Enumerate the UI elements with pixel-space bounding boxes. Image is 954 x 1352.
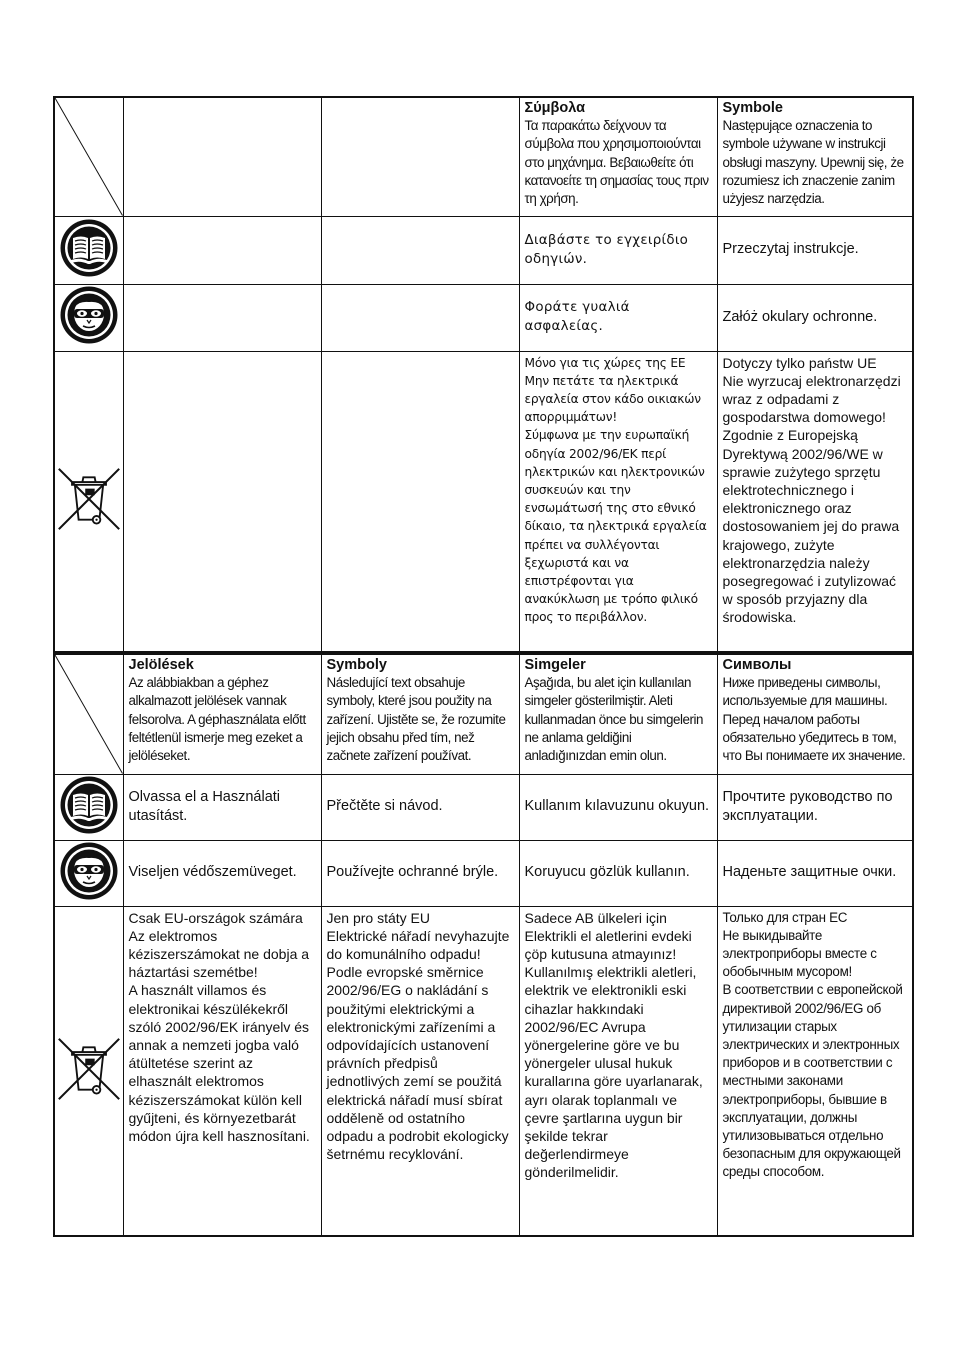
table-row-header (54, 654, 913, 774)
empty-cell (123, 97, 321, 216)
safety-glasses-text: Koruyucu gözlük kullanın. (519, 840, 717, 906)
header-cell-greek (519, 97, 717, 216)
crossed-out-wheelie-bin-icon (56, 1036, 122, 1102)
icon-cell (54, 774, 123, 840)
table-row-safety-glasses (54, 840, 913, 906)
symbols-table-top (53, 96, 914, 653)
icon-cell (54, 351, 123, 652)
header-cell-polish (717, 97, 913, 216)
header-text: Aşağıda, bu alet için kullanılan simgeler gösterilmiştir. Aleti kullanmadan önce bu simgelerin ne anlama geldiğini anladığınızdan emin olun. (524, 675, 704, 764)
safety-glasses-icon (59, 841, 119, 901)
header-cell-russian (717, 654, 913, 774)
table-row-read-manual (54, 216, 913, 284)
weee-text: Sadece AB ülkeleri için Elektrikli el aletlerini evdeki çöp kutusuna atmayınız! Kullanılmış elektrikli aletleri, elektrik ve elektronikli eski cihazlar hakkındaki 2002/96/EC Avrupa yönergelerine göre ve bu yönergeler ulusal hukuk kurallarına göre uyarlanarak, ayrı olarak toplanmalı ve çevre şartlarına uygun bir şekilde tekrar değerlendirmeye gönderilmelidir. (519, 906, 717, 1236)
table-row-weee (54, 906, 913, 1236)
read-manual-text: Прочтите руководство по эксплуатации. (717, 774, 913, 840)
header-title: Symboly (326, 657, 387, 673)
corner-cell (54, 654, 123, 774)
table-row-header (54, 97, 913, 216)
header-text: Następujące oznaczenia to symbole używane w instrukcji obsługi maszyny. Upewnij się, że rozumiesz ich znaczenie zanim użyjesz narzędzia. (722, 118, 904, 207)
header-cell-hungarian (123, 654, 321, 774)
empty-cell (321, 97, 519, 216)
header-text: Az alábbiakban a géphez alkalmazott jelölések vannak felsorolva. A géphasználata előtt feltétlenül ismerje meg ezeket a jelöléseket. (128, 675, 306, 764)
empty-cell (123, 351, 321, 652)
empty-cell (321, 351, 519, 652)
read-manual-text: Διαβάστε το εγχειρίδιο οδηγιών. (519, 216, 717, 284)
safety-glasses-icon (59, 285, 119, 345)
icon-cell (54, 840, 123, 906)
symbols-table-bottom (53, 653, 914, 1237)
corner-cell (54, 97, 123, 216)
empty-cell (321, 284, 519, 351)
crossed-out-wheelie-bin-icon (56, 466, 122, 532)
weee-text: Csak EU-országok számára Az elektromos kéziszerszámokat ne dobja a háztartási szemétbe! A használt villamos és elektronikai készülékekről szóló 2002/96/EK irányelv és annak a nemzeti jogba való átültetése szerint az elhasznált elektromos kéziszerszámokat külön kell gyűjteni, és környezetbarát módon újra kell hasznosítani. (123, 906, 321, 1236)
header-text: Následující text obsahuje symboly, které jsou použity na zařízení. Ujistěte se, že rozumite jejich obsahu před tím, než začnete zařízení používat. (326, 675, 506, 764)
table-row-safety-glasses (54, 284, 913, 351)
table-row-weee (54, 351, 913, 652)
header-title: Symbole (722, 100, 783, 116)
header-cell-turkish (519, 654, 717, 774)
read-manual-icon (59, 775, 119, 835)
read-manual-icon (59, 218, 119, 278)
read-manual-text: Kullanım kılavuzunu okuyun. (519, 774, 717, 840)
header-title: Символы (722, 657, 792, 673)
empty-cell (123, 216, 321, 284)
read-manual-text: Przeczytaj instrukcje. (717, 216, 913, 284)
safety-glasses-text: Załóż okulary ochronne. (717, 284, 913, 351)
weee-text: Только для стран ЕС Не выкидывайте электроприборы вместе с обобычным мусором! В соответствии с европейской директивой 2002/96/EG об утилизации старых электрических и электронных приборов и в соответствии с местными законами электроприборы, бывшие в эксплуатации, должны утилизовываться отдельно безопасным для окружающей среды способом. (717, 906, 913, 1236)
safety-glasses-text: Наденьте защитные очки. (717, 840, 913, 906)
weee-text: Μόνο για τις χώρες της ΕΕ Μην πετάτε τα ηλεκτρικά εργαλεία στον κάδο οικιακών απορριμμάτων! Σύμφωνα με την ευρωπαϊκή οδηγία 2002/96/ΕΚ περί ηλεκτρικών και ηλεκτρονικών συσκευών και την ενσωμάτωσή της στο εθνικό δίκαιο, τα ηλεκτρικά εργαλεία πρέπει να συλλέγονται ξεχωριστά και να επιστρέφονται για ανακύκλωση με τρόπο φιλικό προς το περιβάλλον. (519, 351, 717, 652)
empty-cell (123, 284, 321, 351)
safety-glasses-text: Φοράτε γυαλιά ασφαλείας. (519, 284, 717, 351)
header-title: Σύμβολα (524, 100, 586, 116)
safety-glasses-text: Viseljen védőszemüveget. (123, 840, 321, 906)
icon-cell (54, 216, 123, 284)
header-text: Ниже приведены символы, используемые для машины. Перед началом работы обязательно убедитесь в том, что Вы понимаете их значение. (722, 675, 906, 764)
weee-text: Jen pro státy EU Elektrické nářadí nevyhazujte do komunálního odpadu! Podle evropské směrnice 2002/96/EG o nakládání s použitými elektrickými a elektronickými zařízeními a odpovídajících ustanovení právních předpisů jednotlivých zemí se použitá elektrická nářadí musí sbírat odděleně od ostatního odpadu a podrobit ekologicky šetrnému recyklování. (321, 906, 519, 1236)
table-row-read-manual (54, 774, 913, 840)
read-manual-text: Olvassa el a Használati utasítást. (123, 774, 321, 840)
header-text: Τα παρακάτω δείχνουν τα σύμβολα που χρησιμοποιούνται στο μηχάνημα. Βεβαιωθείτε ότι κατανοείτε τη σημασίας τους πριν τη χρήση. (524, 118, 709, 207)
read-manual-text: Přečtěte si návod. (321, 774, 519, 840)
header-title: Simgeler (524, 657, 586, 673)
empty-cell (321, 216, 519, 284)
safety-glasses-text: Používejte ochranné brýle. (321, 840, 519, 906)
header-cell-czech (321, 654, 519, 774)
icon-cell (54, 284, 123, 351)
icon-cell (54, 906, 123, 1236)
header-title: Jelölések (128, 657, 194, 673)
weee-text: Dotyczy tylko państw UE Nie wyrzucaj elektronarzędzi wraz z odpadami z gospodarstwa domowego! Zgodnie z Europejską Dyrektywą 2002/96/WE w sprawie zużytego sprzętu elektrotechnicznego i elektronicznego oraz dostosowaniem jej do prawa krajowego, zużyte elektronarzędzia należy posegregować i zutylizować w sposób przyjazny dla środowiska. (717, 351, 913, 652)
